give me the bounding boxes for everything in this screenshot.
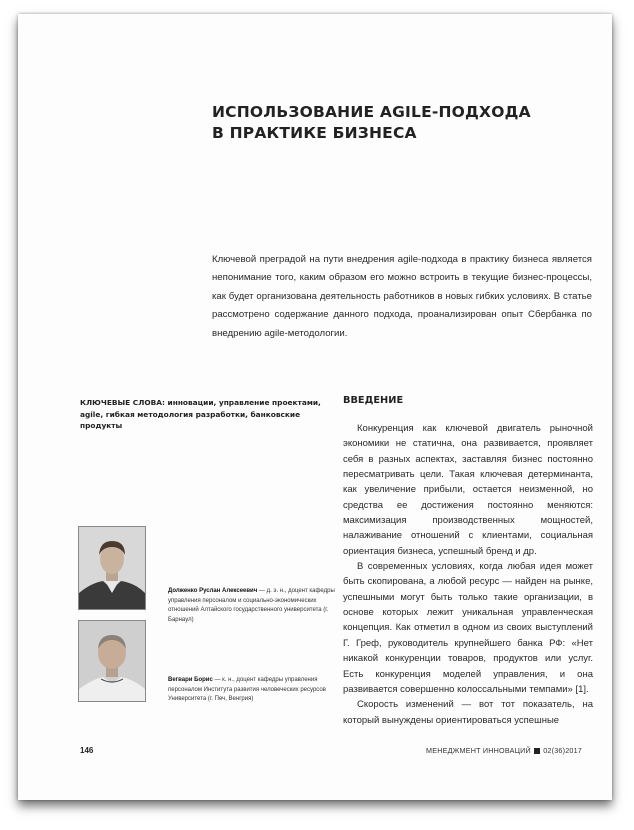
- body-paragraph: В современных условиях, когда любая идея может быть скопирована, а любой ресурс — найден на рынке, успешными могут быть только такие организации, в основе которых лежит уникальная управленческая концепция. Как отметил в одном из своих выступлений Г. Греф, руководитель крупнейшего банка РФ: «Нет никакой конкуренции товаров, продуктов или услуг. Есть конкуренция моделей управления, и она развивается совершенно колоссальными темпами» [1].: [343, 561, 593, 695]
- keywords-block: [80, 397, 330, 432]
- section-heading: ВВЕДЕНИЕ: [343, 395, 404, 406]
- journal-footer: [426, 746, 582, 755]
- keywords-values: инновации, управление проектами, agile, гибкая методология разработки, банковские продукты: [80, 398, 321, 430]
- body-paragraph: Конкуренция как ключевой двигатель рыночной экономики не статична, она развивается, проявляет себя в разных аспектах, заставляя бизнес постоянно пересматривать цели. Такая ключевая детерминанта, как увеличение прибыли, остается неизменной, но средства ее достижения постоянно меняются: максимизация производственных мощностей, налаживание отношений с клиентами, социальная ориентация бизнеса, успешный бренд и др.: [343, 423, 593, 557]
- journal-page: [18, 14, 612, 800]
- article-title-line-1: ИСПОЛЬЗОВАНИЕ AGILE-ПОДХОДА: [212, 103, 531, 121]
- journal-issue: 02(36)2017: [543, 746, 582, 755]
- keywords-label: КЛЮЧЕВЫЕ СЛОВА:: [80, 398, 165, 407]
- author-name: Вегвари Борис: [168, 677, 213, 683]
- article-title: [212, 102, 572, 144]
- journal-name: МЕНЕДЖМЕНТ ИННОВАЦИЙ: [426, 746, 531, 755]
- author-info-2: [168, 676, 338, 705]
- article-body: [343, 421, 593, 728]
- page-number: 146: [80, 746, 94, 755]
- author-photo-1: [78, 526, 146, 610]
- author-credentials: — к. н., доцент кафедры управления персоналом Института развития человеческих ресурсов Университета (г. Печ, Венгрия): [168, 677, 326, 702]
- author-info-1: [168, 587, 338, 625]
- author-credentials: — д. э. н., доцент кафедры управления персоналом и социально-экономических отношений Алтайского государственного университета (г. Барнаул): [168, 588, 335, 623]
- author-name: Долженко Руслан Алексеевич: [168, 588, 258, 594]
- article-abstract: Ключевой преградой на пути внедрения agile-подхода в практику бизнеса является непонимание того, каким образом его можно встроить в текущие бизнес-процессы, как будет организована деятельность работников в новых гибких условиях. В статье рассмотрено содержание данного подхода, проанализирован опыт Сбербанка по внедрению agile-методологии.: [212, 254, 592, 339]
- body-paragraph: Скорость изменений — вот тот показатель, на который вынуждены ориентироваться успешные: [343, 699, 593, 726]
- article-title-line-2: В ПРАКТИКЕ БИЗНЕСА: [212, 124, 417, 142]
- square-separator-icon: [534, 748, 540, 754]
- author-photo-2: [78, 620, 146, 702]
